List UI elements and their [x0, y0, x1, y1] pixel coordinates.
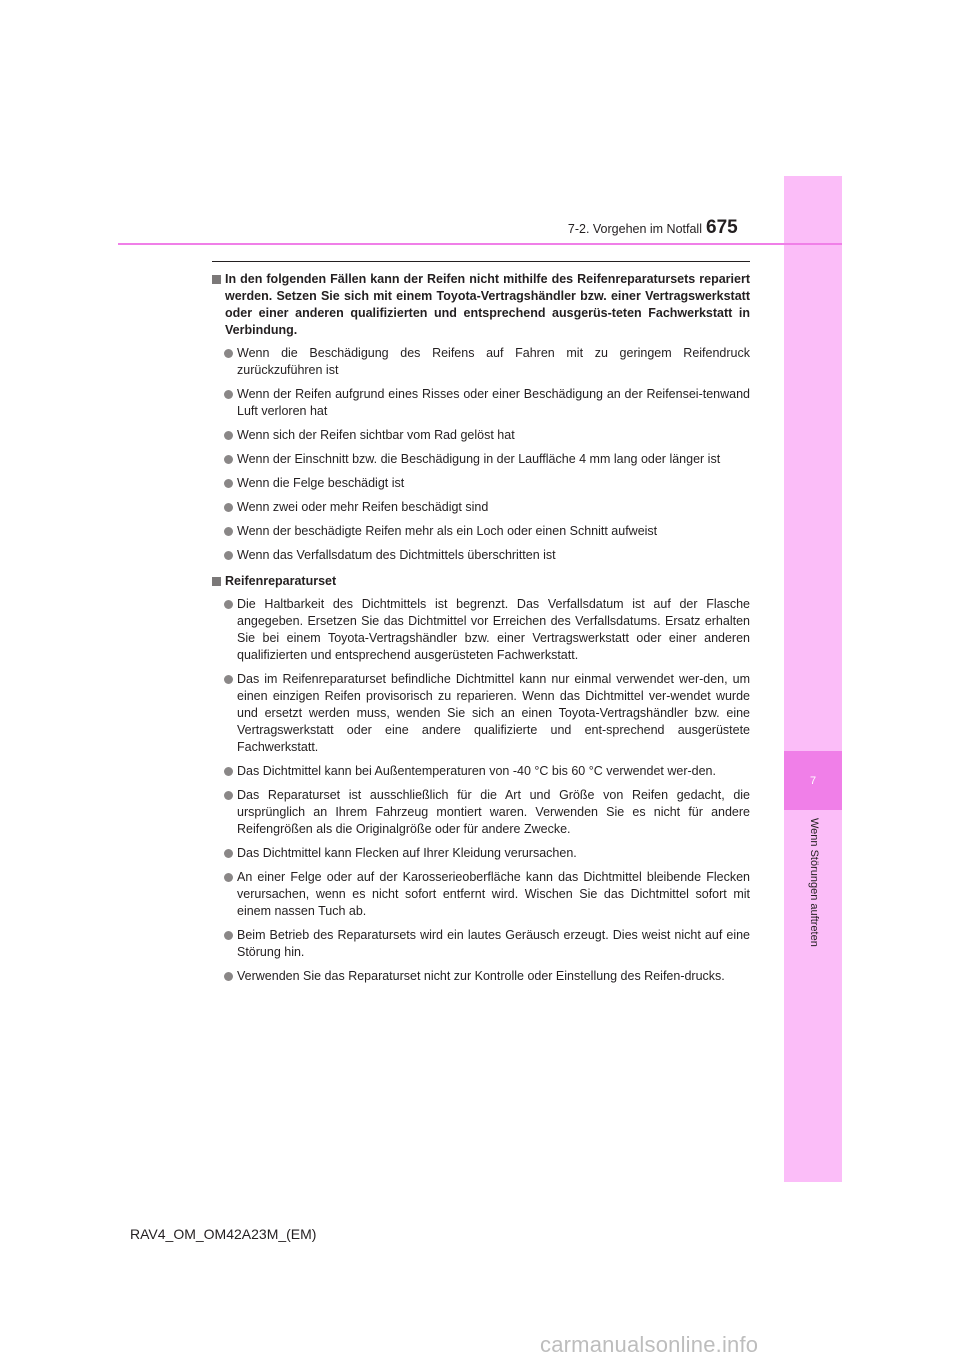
list-item: [224, 523, 750, 540]
list-item-text: Das im Reifenreparaturset befindliche Dichtmittel kann nur einmal verwendet wer-den, um einen einzigen Reifen provisorisch zu reparieren. Wenn das Dichtmittel ver-wendet wurde und ersetzt werden muss, wenden Sie sich an einen Toyota-Vertragshändler bzw. eine Vertragswerkstatt oder eine andere qualifizierte und ent-sprechend ausgerüstete Fachwerkstatt.: [237, 672, 750, 754]
circle-bullet-icon: [224, 873, 233, 882]
list-item-text: Wenn das Verfallsdatum des Dichtmittels überschritten ist: [237, 548, 556, 562]
circle-bullet-icon: [224, 527, 233, 536]
list-item: [224, 386, 750, 420]
document-code: RAV4_OM_OM42A23M_(EM): [130, 1226, 317, 1242]
section-repair-kit: [212, 573, 750, 985]
list-item: [224, 763, 750, 780]
watermark: carmanualsonline.info: [540, 1332, 759, 1357]
section-heading: [212, 271, 750, 339]
circle-bullet-icon: [224, 600, 233, 609]
list-item-text: Wenn der Reifen aufgrund eines Risses oder einer Beschädigung an der Reifensei-tenwand Luft verloren hat: [237, 387, 750, 418]
page-content: [212, 271, 750, 992]
header-section-title: 7-2. Vorgehen im Notfall: [567, 222, 702, 236]
list-item: [224, 345, 750, 379]
list-item: [224, 427, 750, 444]
circle-bullet-icon: [224, 675, 233, 684]
section-heading-text: In den folgenden Fällen kann der Reifen nicht mithilfe des Reifenreparatursets repariert werden. Setzen Sie sich mit einem Toyota-Vertragshändler bzw. einer Vertragswerkstatt oder einer anderen qualifizierten und entsprechend ausgerüs-teten Fachwerkstatt in Verbindung.: [225, 272, 750, 337]
list-item-text: Verwenden Sie das Reparaturset nicht zur Kontrolle oder Einstellung des Reifen-drucks.: [237, 969, 725, 983]
list-item: [224, 869, 750, 920]
section-heading-text: Reifenreparaturset: [225, 574, 337, 588]
chapter-tab-number: 7: [809, 774, 817, 787]
circle-bullet-icon: [224, 349, 233, 358]
circle-bullet-icon: [224, 503, 233, 512]
circle-bullet-icon: [224, 551, 233, 560]
list-item: [224, 671, 750, 756]
circle-bullet-icon: [224, 791, 233, 800]
list-item-text: Das Dichtmittel kann Flecken auf Ihrer Kleidung verursachen.: [237, 846, 577, 860]
circle-bullet-icon: [224, 767, 233, 776]
list-item: [224, 596, 750, 664]
square-bullet-icon: [212, 577, 221, 586]
circle-bullet-icon: [224, 479, 233, 488]
list-item-text: Wenn zwei oder mehr Reifen beschädigt sind: [237, 500, 489, 514]
section-heading: [212, 573, 750, 590]
list-item-text: Wenn die Felge beschädigt ist: [237, 476, 405, 490]
list-item: [224, 451, 750, 468]
list-item-text: An einer Felge oder auf der Karosserieoberfläche kann das Dichtmittel bleibende Flecken verursachen, wenn es nicht sofort entfernt wird. Wischen Sie das Dichtmittel sofort mit einem nassen Tuch ab.: [237, 870, 750, 918]
list-item-text: Beim Betrieb des Reparatursets wird ein lautes Geräusch erzeugt. Dies weist nicht auf eine Störung hin.: [237, 928, 750, 959]
circle-bullet-icon: [224, 849, 233, 858]
list-item-text: Das Reparaturset ist ausschließlich für die Art und Größe von Reifen gedacht, die ursprünglich an Ihrem Fahrzeug montiert waren. Verwenden Sie es nicht für andere Reifengrößen als die Originalgröße oder für andere Zwecke.: [237, 788, 750, 836]
circle-bullet-icon: [224, 431, 233, 440]
list-item: [224, 968, 750, 985]
list-item-text: Wenn der beschädigte Reifen mehr als ein Loch oder einen Schnitt aufweist: [237, 524, 658, 538]
list-item: [224, 787, 750, 838]
section-unrepairable-cases: [212, 271, 750, 564]
circle-bullet-icon: [224, 455, 233, 464]
list-item: [224, 475, 750, 492]
list-item-text: Wenn sich der Reifen sichtbar vom Rad gelöst hat: [237, 428, 515, 442]
chapter-tab-label: Wenn Störungen auftreten: [808, 818, 820, 947]
list-item-text: Die Haltbarkeit des Dichtmittels ist begrenzt. Das Verfallsdatum ist auf der Flasche angegeben. Ersetzen Sie das Dichtmittel vor Erreichen des Verfallsdatums. Ersatz erhalten Sie bei einem Toyota-Vertragshändler bzw. einer Vertragswerkstatt oder einer anderen qualifizierten und entsprechend ausgerüsteten Fachwerkstatt.: [237, 597, 750, 662]
circle-bullet-icon: [224, 972, 233, 981]
list-item: [224, 499, 750, 516]
content-top-rule: [212, 261, 750, 262]
circle-bullet-icon: [224, 931, 233, 940]
list-item-text: Wenn der Einschnitt bzw. die Beschädigung in der Lauffläche 4 mm lang oder länger ist: [237, 452, 721, 466]
list-item-text: Das Dichtmittel kann bei Außentemperaturen von -40 °C bis 60 °C verwendet wer-den.: [237, 764, 716, 778]
list-item: [224, 927, 750, 961]
side-strip: [784, 176, 842, 1182]
square-bullet-icon: [212, 275, 221, 284]
page-number: 675: [706, 217, 738, 238]
header-line: [118, 243, 842, 245]
list-item: [224, 547, 750, 564]
list-item-text: Wenn die Beschädigung des Reifens auf Fahren mit zu geringem Reifendruck zurückzuführen ist: [237, 346, 750, 377]
circle-bullet-icon: [224, 390, 233, 399]
list-item: [224, 845, 750, 862]
